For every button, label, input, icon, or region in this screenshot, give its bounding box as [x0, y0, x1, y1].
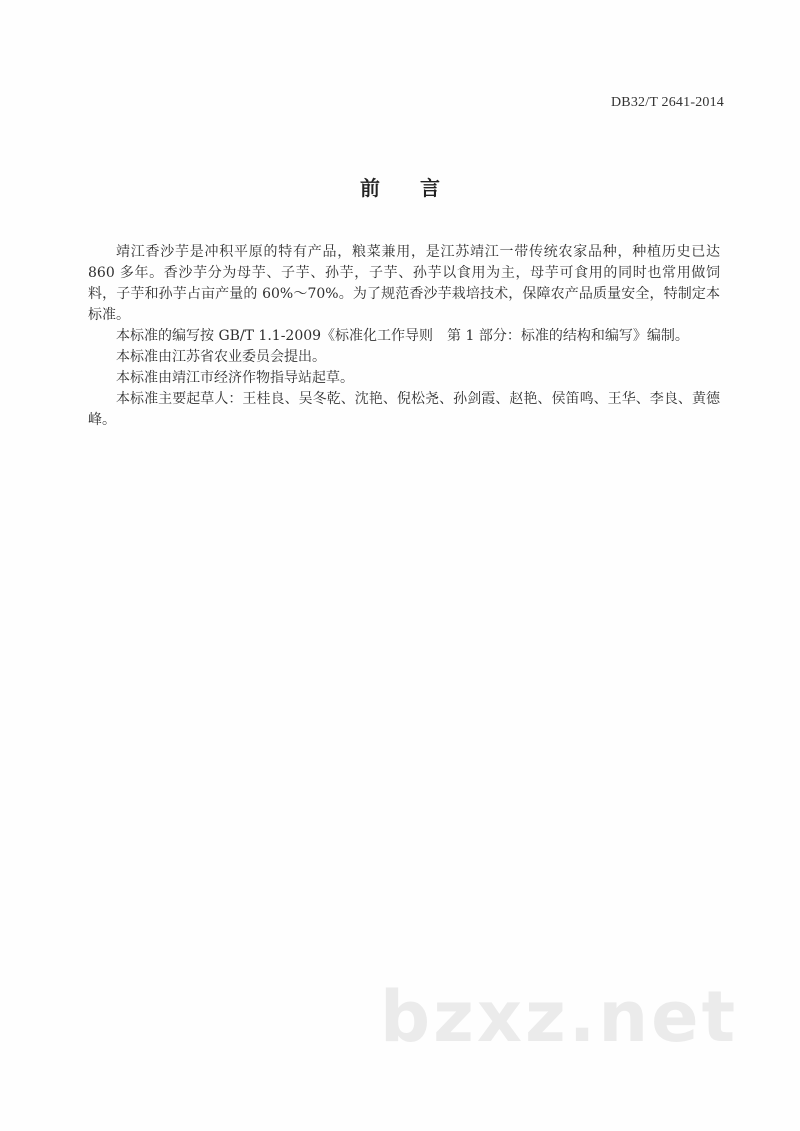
paragraph-proposer: 本标准由江苏省农业委员会提出。	[116, 349, 326, 365]
page-title: 前言	[360, 176, 480, 200]
watermark: bzxz.net	[380, 976, 739, 1058]
paragraph-drafter-org: 本标准由靖江市经济作物指导站起草。	[116, 370, 354, 386]
paragraph-intro: 靖江香沙芋是冲积平原的特有产品，粮菜兼用，是江苏靖江一带传统农家品种，种植历史已达 860 多年。香沙芋分为母芋、子芋、孙芋，子芋、孙芋以食用为主，母芋可食用的同时也常用做饲料，子芋和孙芋占亩产量的 60%～70%。为了规范香沙芋栽培技术，保障农产品质量安全，特制定本标准。	[88, 244, 720, 323]
paragraph-drafters: 本标准主要起草人：王桂良、吴冬乾、沈艳、倪松尧、孙剑霞、赵艳、侯笛鸣、王华、李良、黄德峰。	[88, 391, 720, 428]
foreword-body	[88, 242, 720, 431]
paragraph-drafting-rules: 本标准的编写按 GB/T 1.1-2009《标准化工作导则 第 1 部分：标准的结构和编写》编制。	[116, 328, 689, 344]
document-code: DB32/T 2641-2014	[611, 95, 724, 110]
